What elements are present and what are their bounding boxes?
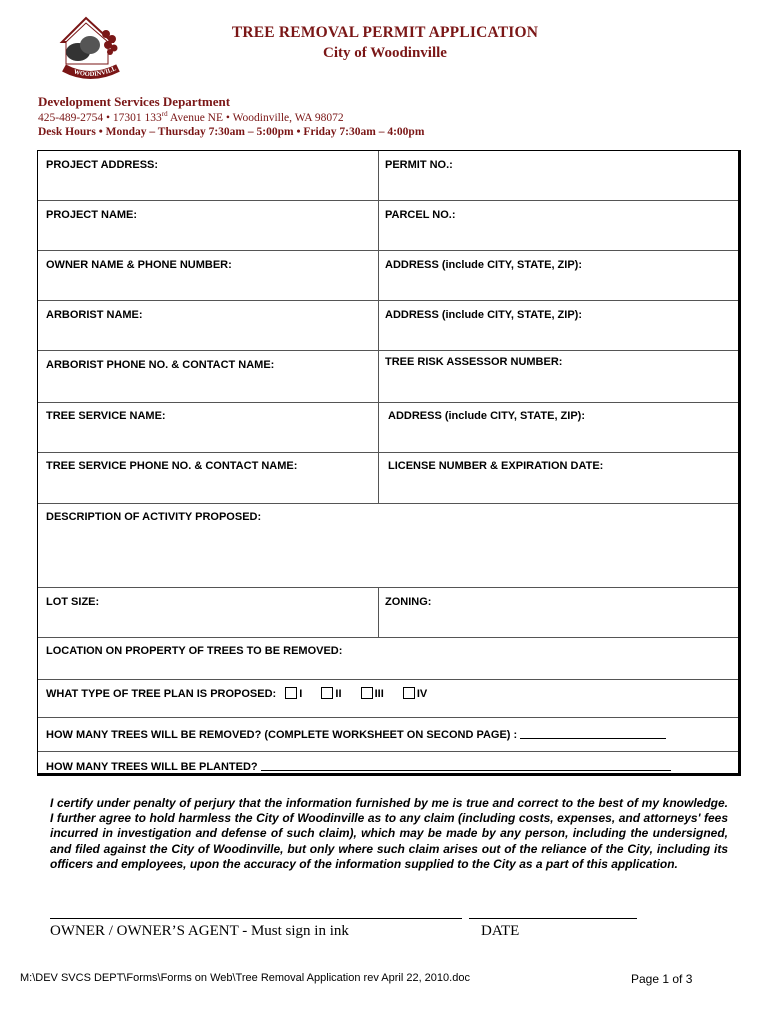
- title-block: [0, 24, 770, 62]
- trees-planted-row: [46, 761, 671, 773]
- tree-service-address-label: ADDRESS (include CITY, STATE, ZIP):: [388, 410, 585, 422]
- row-divider: [38, 717, 738, 718]
- plan-ii-checkbox[interactable]: [321, 687, 333, 699]
- arborist-address-label: ADDRESS (include CITY, STATE, ZIP):: [385, 309, 582, 321]
- row-divider: [38, 300, 738, 301]
- license-number-label: LICENSE NUMBER & EXPIRATION DATE:: [388, 460, 604, 472]
- trees-removed-input[interactable]: [520, 729, 666, 739]
- plan-i-checkbox[interactable]: [285, 687, 297, 699]
- project-name-label: PROJECT NAME:: [46, 209, 138, 221]
- tree-service-name-label: TREE SERVICE NAME:: [46, 410, 166, 422]
- permit-no-label: PERMIT NO.:: [385, 159, 453, 171]
- certification-text: I certify under penalty of perjury that the information furnished by me is true and correct to the best of my knowledge. I further agree to hold harmless the City of Woodinville as to any claim (including costs, expenses, and attorneys' fees incurred in investigation and defense of such claim), which may be made by any person, including the undersigned, and filed against the City of Woodinville, but only where such claim arises out of the reliance of the City, including its officers and employees, upon the accuracy of the information supplied to the City as a part of this application.: [50, 796, 728, 871]
- plan-option-i: I: [299, 688, 303, 700]
- date-line[interactable]: [469, 918, 637, 919]
- owner-name-phone-label: OWNER NAME & PHONE NUMBER:: [46, 259, 232, 271]
- row-divider: [38, 350, 738, 351]
- trees-planted-label: HOW MANY TREES WILL BE PLANTED?: [46, 761, 258, 773]
- row-divider: [38, 200, 738, 201]
- row-divider: [38, 637, 738, 638]
- tree-service-phone-label: TREE SERVICE PHONE NO. & CONTACT NAME:: [46, 460, 298, 472]
- arborist-phone-label: ARBORIST PHONE NO. & CONTACT NAME:: [46, 359, 275, 371]
- row-divider: [38, 751, 738, 752]
- description-label: DESCRIPTION OF ACTIVITY PROPOSED:: [46, 511, 262, 523]
- project-address-label: PROJECT ADDRESS:: [46, 159, 159, 171]
- page-number: Page 1 of 3: [631, 972, 693, 986]
- owner-address-label: ADDRESS (include CITY, STATE, ZIP):: [385, 259, 582, 271]
- tree-risk-assessor-label: TREE RISK ASSESSOR NUMBER:: [385, 356, 563, 368]
- owner-signature-line[interactable]: [50, 918, 462, 919]
- lot-size-label: LOT SIZE:: [46, 596, 100, 608]
- plan-option-ii: II: [335, 688, 342, 700]
- owner-signature-label: OWNER / OWNER’S AGENT - Must sign in ink: [50, 923, 349, 939]
- parcel-no-label: PARCEL NO.:: [385, 209, 456, 221]
- contact-line: 425-489-2754 • 17301 133rd Avenue NE • Woodinville, WA 98072: [38, 110, 344, 124]
- city-name: City of Woodinville: [323, 45, 447, 61]
- tree-plan-label: WHAT TYPE OF TREE PLAN IS PROPOSED:: [46, 688, 277, 700]
- column-divider: [378, 151, 379, 503]
- row-divider: [38, 250, 738, 251]
- plan-option-iii: III: [374, 688, 384, 700]
- row-divider: [38, 679, 738, 680]
- row-divider: [38, 452, 738, 453]
- arborist-name-label: ARBORIST NAME:: [46, 309, 143, 321]
- desk-hours: Desk Hours • Monday – Thursday 7:30am – 5:00pm • Friday 7:30am – 4:00pm: [38, 126, 425, 138]
- plan-iv-checkbox[interactable]: [403, 687, 415, 699]
- location-label: LOCATION ON PROPERTY OF TREES TO BE REMOVED:: [46, 645, 343, 657]
- logo-text: WOODINVILL: [72, 65, 118, 79]
- tree-plan-row: [46, 687, 427, 700]
- row-divider: [38, 503, 738, 504]
- column-divider: [378, 587, 379, 637]
- trees-removed-row: [46, 729, 666, 741]
- zoning-label: ZONING:: [385, 596, 432, 608]
- page-title: TREE REMOVAL PERMIT APPLICATION: [231, 24, 539, 41]
- trees-planted-input[interactable]: [261, 761, 671, 771]
- plan-iii-checkbox[interactable]: [361, 687, 373, 699]
- date-label: DATE: [481, 923, 520, 939]
- row-divider: [38, 402, 738, 403]
- row-divider: [38, 587, 738, 588]
- plan-option-iv: IV: [416, 688, 428, 700]
- trees-removed-label: HOW MANY TREES WILL BE REMOVED? (COMPLETE WORKSHEET ON SECOND PAGE) :: [46, 729, 518, 741]
- file-path: M:\DEV SVCS DEPT\Forms\Forms on Web\Tree Removal Application rev April 22, 2010.doc: [20, 972, 470, 984]
- department-info: [38, 94, 424, 138]
- application-form: [37, 150, 741, 776]
- department-name: Development Services Department: [38, 94, 231, 109]
